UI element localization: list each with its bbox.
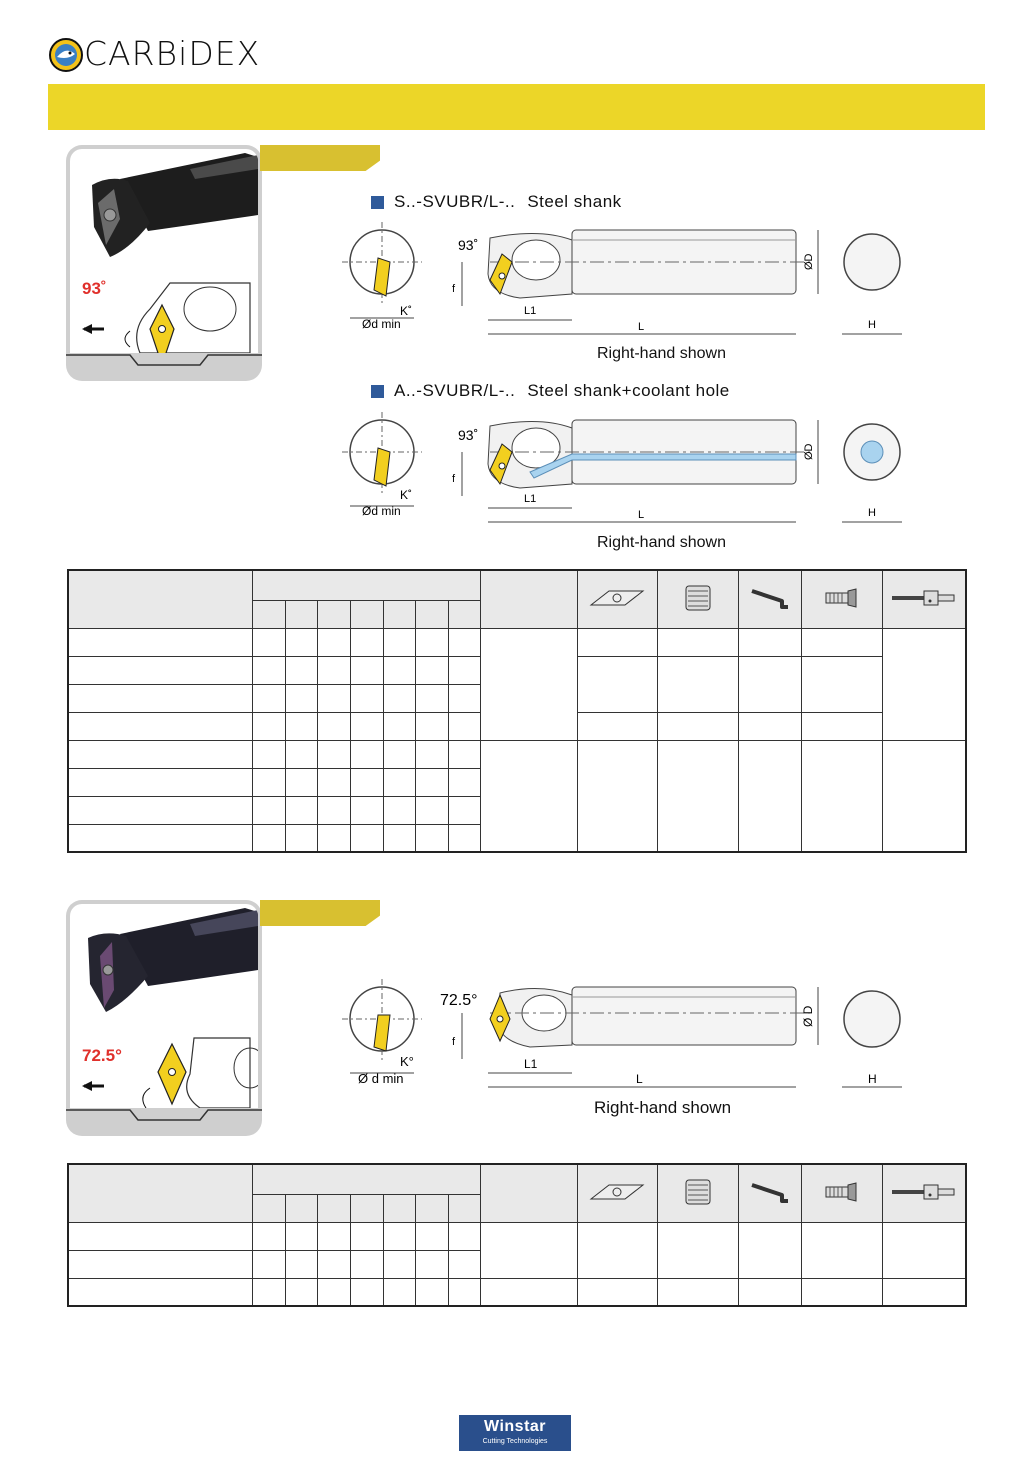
l-label: L [636,1072,643,1086]
insert-icon [587,1181,647,1203]
d-label: ØD [803,443,815,460]
l-label: L [638,509,645,521]
d-label: Ø D [801,1005,815,1027]
footer-tagline: Cutting Technologies [482,1438,548,1445]
header-hex-key-cell [738,1164,801,1222]
f-label: f [452,1036,456,1048]
header-insert [480,1164,577,1222]
header-dimensions [252,570,480,600]
dmin-label: Ød min [362,317,401,331]
table-row [68,1278,966,1306]
footer-brand: Winstar [483,1418,547,1435]
header-wrench-cell [882,570,966,628]
variant-a-heading: S..-SVUBR/L-.. Steel shank [371,192,622,212]
section2-caption: Right-hand shown [594,1098,732,1117]
footer-brand-badge [459,1415,571,1451]
header-wrench-cell [882,1164,966,1222]
header-order-code [68,570,252,628]
header-hex-key-cell [738,570,801,628]
clamp-screw-icon [822,587,862,609]
header-shim-screw-cell [657,1164,738,1222]
header-insert-icon-cell [577,570,657,628]
l1-label: L1 [524,305,537,317]
f-label: f [452,473,456,485]
bullet-square-icon [371,385,384,398]
header-insert [480,570,577,628]
header-order-code [68,1164,252,1222]
angle-label: 93˚ [458,427,479,443]
brand-logo-text: CARBiDEX [84,34,261,73]
approach-angle-label: 72.5° [82,1046,122,1065]
variant-a-caption: Right-hand shown [597,345,726,362]
hex-key-icon [748,585,792,611]
h-label: H [868,319,876,331]
bore-profile [66,1108,262,1136]
variant-a-drawing [340,218,920,343]
clamp-screw-icon [822,1181,862,1203]
insert-icon [587,587,647,609]
shim-screw-icon [680,582,716,614]
tool-schematic [70,1024,258,1108]
dmin-label: Ød min [362,504,401,518]
wrench-icon [888,1181,960,1203]
l1-label: L1 [524,493,537,505]
l1-label: L1 [524,1057,538,1071]
l-label: L [638,321,645,333]
header-clamp-screw-cell [801,1164,882,1222]
section-tab-93 [260,145,380,171]
variant-b-drawing [340,408,920,533]
wrench-icon [888,587,960,609]
section2-drawing [340,975,920,1100]
kappa-label: K˚ [400,304,412,318]
tool-photo-card-72-5 [66,900,262,1136]
kappa-label: K° [400,1054,414,1069]
tool-photo [70,149,258,269]
logo-emblem-icon [48,36,84,74]
bore-profile [66,353,262,381]
h-label: H [868,1072,877,1086]
table-row [68,740,966,768]
kappa-label: K˚ [400,488,412,502]
hex-key-icon [748,1179,792,1205]
table-row [68,628,966,656]
spec-table-72-5 [67,1163,967,1307]
tool-photo-card-93 [66,145,262,381]
f-label: f [452,283,456,295]
shim-screw-icon [680,1176,716,1208]
title-band [48,84,985,130]
angle-label: 72.5° [440,992,478,1009]
header-shim-screw-cell [657,570,738,628]
header-dimensions [252,1164,480,1194]
dmin-label: Ø d min [358,1071,404,1086]
variant-b-heading: A..-SVUBR/L-.. Steel shank+coolant hole [371,381,730,401]
table-row [68,1222,966,1250]
tool-schematic [70,269,258,353]
section-tab-72-5 [260,900,380,926]
approach-angle-label: 93˚ [82,279,107,298]
header-insert-icon-cell [577,1164,657,1222]
angle-label: 93˚ [458,237,479,253]
d-label: ØD [803,253,815,270]
header-clamp-screw-cell [801,570,882,628]
h-label: H [868,507,876,519]
spec-table-93 [67,569,967,853]
bullet-square-icon [371,196,384,209]
variant-b-caption: Right-hand shown [597,534,726,551]
tool-photo [70,904,258,1024]
